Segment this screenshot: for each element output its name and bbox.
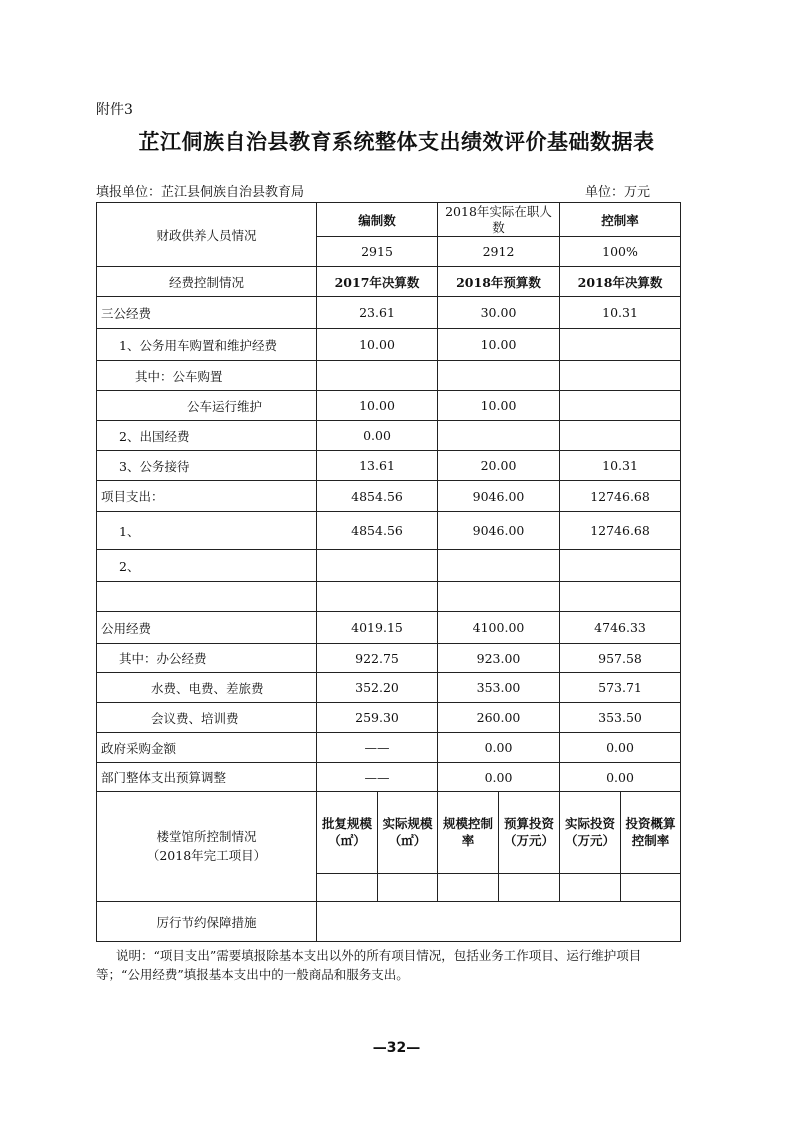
building-label xyxy=(97,792,317,902)
row-label: 三公经费 xyxy=(97,297,317,329)
row-label: 水费、电费、差旅费 xyxy=(97,673,317,703)
funds-col-2018-budget: 2018年预算数 xyxy=(438,267,560,297)
staff-col-rate: 控制率 xyxy=(560,203,681,237)
staff-quota-value: 2915 xyxy=(317,237,438,267)
table-row xyxy=(97,582,681,612)
building-value xyxy=(317,874,378,902)
staff-col-actual: 2018年实际在职人数 xyxy=(438,203,560,237)
table-row xyxy=(97,550,681,582)
row-label: 1、 xyxy=(97,512,317,550)
filler-unit: 填报单位：芷江县侗族自治县教育局 xyxy=(96,185,305,200)
attachment-label: 附件3 xyxy=(96,102,133,118)
building-label-sub: （2018年完工项目） xyxy=(146,847,267,863)
table-row xyxy=(97,329,681,361)
building-value xyxy=(560,874,621,902)
building-col-actual-scale: 实际规模（㎡） xyxy=(378,792,438,874)
row-value: 957.58 xyxy=(560,644,681,673)
row-label: 部门整体支出预算调整 xyxy=(97,763,317,792)
row-label: 会议费、培训费 xyxy=(97,703,317,733)
table-row xyxy=(97,612,681,644)
row-value: 0.00 xyxy=(560,733,681,763)
row-label: 公用经费 xyxy=(97,612,317,644)
table-row xyxy=(97,391,681,421)
measures-label: 厉行节约保障措施 xyxy=(97,902,317,942)
table-row xyxy=(97,733,681,763)
row-label: 1、公务用车购置和维护经费 xyxy=(97,329,317,361)
row-value: 0.00 xyxy=(438,733,560,763)
row-value: 10.00 xyxy=(438,329,560,361)
row-value xyxy=(560,361,681,391)
row-value: —— xyxy=(317,763,438,792)
building-col-actual-investment: 实际投资（万元） xyxy=(560,792,621,874)
table-row xyxy=(97,512,681,550)
row-value: 259.30 xyxy=(317,703,438,733)
row-value: 923.00 xyxy=(438,644,560,673)
row-value xyxy=(317,582,438,612)
row-label: 政府采购金额 xyxy=(97,733,317,763)
table-row xyxy=(97,703,681,733)
row-value xyxy=(317,361,438,391)
row-value: 573.71 xyxy=(560,673,681,703)
row-value: 9046.00 xyxy=(438,512,560,550)
building-label-main: 楼堂馆所控制情况 xyxy=(156,829,257,845)
row-value: 12746.68 xyxy=(560,481,681,512)
row-value: 10.00 xyxy=(317,329,438,361)
table-row xyxy=(97,763,681,792)
row-label: 其中：办公经费 xyxy=(97,644,317,673)
measures-value xyxy=(317,902,681,942)
row-value: —— xyxy=(317,733,438,763)
funds-label: 经费控制情况 xyxy=(97,267,317,297)
table-row xyxy=(97,644,681,673)
row-value xyxy=(438,361,560,391)
row-value xyxy=(438,582,560,612)
row-value: 0.00 xyxy=(317,421,438,451)
row-value xyxy=(560,550,681,582)
building-value xyxy=(438,874,499,902)
table-note: 说明：“项目支出”需要填报除基本支出以外的所有项目情况，包括业务工作项目、运行维护项目等；“公用经费”填报基本支出中的一般商品和服务支出。 xyxy=(96,948,642,982)
row-value: 4854.56 xyxy=(317,512,438,550)
funds-col-2017: 2017年决算数 xyxy=(317,267,438,297)
row-value xyxy=(560,391,681,421)
row-value xyxy=(438,550,560,582)
row-value: 0.00 xyxy=(438,763,560,792)
row-value: 4854.56 xyxy=(317,481,438,512)
row-value: 4746.33 xyxy=(560,612,681,644)
page-title: 芷江侗族自治县教育系统整体支出绩效评价基础数据表 xyxy=(138,130,655,154)
funds-col-2018-final: 2018年决算数 xyxy=(560,267,681,297)
row-label: 其中：公车购置 xyxy=(97,361,317,391)
building-col-approved-scale: 批复规模（㎡） xyxy=(317,792,378,874)
row-label: 项目支出： xyxy=(97,481,317,512)
row-label: 公车运行维护 xyxy=(97,391,317,421)
staff-col-quota: 编制数 xyxy=(317,203,438,237)
building-value xyxy=(621,874,681,902)
row-value: 0.00 xyxy=(560,763,681,792)
row-value: 922.75 xyxy=(317,644,438,673)
row-value: 10.31 xyxy=(560,451,681,481)
row-label: 2、 xyxy=(97,550,317,582)
row-value: 20.00 xyxy=(438,451,560,481)
currency-unit: 单位：万元 xyxy=(585,185,651,200)
staff-label: 财政供养人员情况 xyxy=(97,203,317,267)
row-value xyxy=(317,550,438,582)
row-value: 9046.00 xyxy=(438,481,560,512)
table-row xyxy=(97,481,681,512)
row-label xyxy=(97,582,317,612)
row-label: 3、公务接待 xyxy=(97,451,317,481)
building-value xyxy=(499,874,560,902)
staff-rate-value: 100% xyxy=(560,237,681,267)
row-value: 30.00 xyxy=(438,297,560,329)
row-value: 4019.15 xyxy=(317,612,438,644)
table-row xyxy=(97,673,681,703)
building-col-investment-rate: 投资概算控制率 xyxy=(621,792,681,874)
table-row xyxy=(97,297,681,329)
row-value: 10.00 xyxy=(438,391,560,421)
row-value: 13.61 xyxy=(317,451,438,481)
row-value: 10.00 xyxy=(317,391,438,421)
row-value: 352.20 xyxy=(317,673,438,703)
row-value: 353.00 xyxy=(438,673,560,703)
building-col-scale-rate: 规模控制率 xyxy=(438,792,499,874)
staff-actual-value: 2912 xyxy=(438,237,560,267)
row-value: 353.50 xyxy=(560,703,681,733)
row-value xyxy=(560,421,681,451)
row-value: 12746.68 xyxy=(560,512,681,550)
row-value: 23.61 xyxy=(317,297,438,329)
table-row xyxy=(97,421,681,451)
row-label: 2、出国经费 xyxy=(97,421,317,451)
table-row xyxy=(97,451,681,481)
row-value: 4100.00 xyxy=(438,612,560,644)
row-value xyxy=(560,582,681,612)
row-value: 10.31 xyxy=(560,297,681,329)
building-value xyxy=(378,874,438,902)
row-value xyxy=(438,421,560,451)
building-col-budget-investment: 预算投资（万元） xyxy=(499,792,560,874)
row-value: 260.00 xyxy=(438,703,560,733)
row-value xyxy=(560,329,681,361)
page-number: —32— xyxy=(372,1040,421,1056)
performance-table xyxy=(96,202,681,942)
table-row xyxy=(97,361,681,391)
